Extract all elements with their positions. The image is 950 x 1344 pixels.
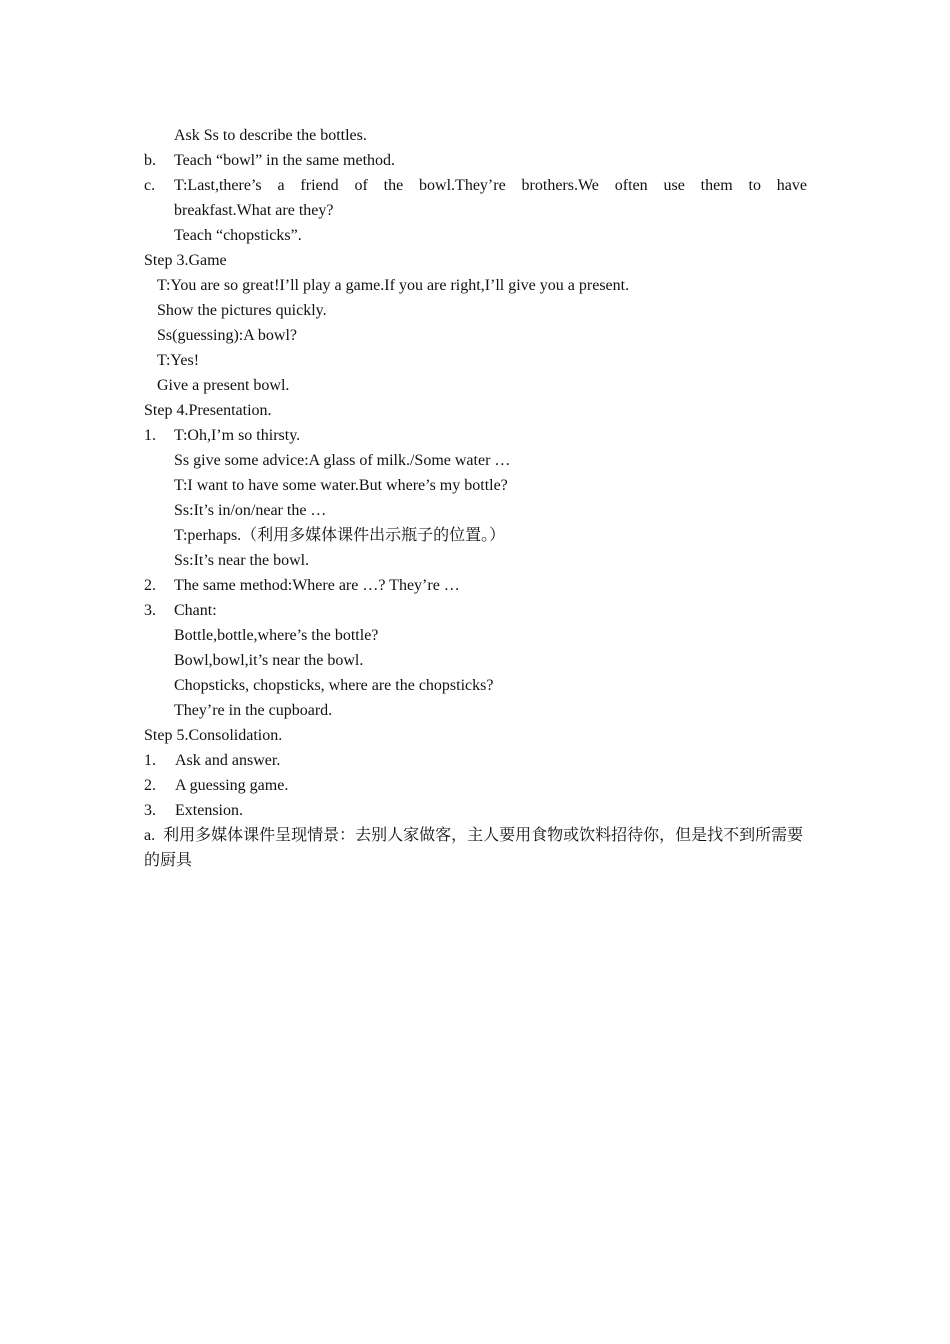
chant-line: Bowl,bowl,it’s near the bowl. — [174, 652, 364, 669]
list-label: c. — [144, 177, 156, 194]
text-line: Ss:It’s in/on/near the … — [174, 502, 327, 519]
list-item: 3. Chant: — [144, 598, 807, 623]
list-item: a. 利用多媒体课件呈现情景：去别人家做客，主人要用食物或饮料招待你，但是找不到所需要的厨具 — [144, 827, 804, 869]
list-item: 2. The same method:Where are …? They’re … — [144, 573, 807, 598]
list-item: 2. A guessing game. — [144, 773, 807, 798]
text-line: T:perhaps.（利用多媒体课件出示瓶子的位置。） — [174, 527, 506, 544]
text-line: Give a present bowl. — [157, 377, 290, 394]
list-label: b. — [144, 152, 156, 169]
text-line: Ask Ss to describe the bottles. — [174, 127, 367, 144]
list-label: 1. — [144, 427, 156, 444]
text-line: Teach “chopsticks”. — [174, 227, 302, 244]
list-item: c. T:Last,there’s a friend of the bowl.They’re brothers.We often use them to have — [144, 173, 807, 198]
list-label: 3. — [144, 602, 156, 619]
text-line: T:You are so great!I’ll play a game.If you are right,I’ll give you a present. — [157, 277, 630, 294]
list-item: 3. Extension. — [144, 798, 807, 823]
text-line: T:Yes! — [157, 352, 200, 369]
list-label: 2. — [144, 577, 156, 594]
section-heading: Step 3.Game — [144, 252, 227, 269]
section-heading: Step 4.Presentation. — [144, 402, 272, 419]
text-line: Show the pictures quickly. — [157, 302, 327, 319]
list-label: 1. — [144, 752, 156, 769]
list-label: 2. — [144, 777, 156, 794]
document-body — [144, 123, 807, 873]
text-line: Ss give some advice:A glass of milk./Some water … — [174, 452, 511, 469]
list-label: 3. — [144, 802, 156, 819]
list-label: a. — [144, 827, 156, 844]
text-line: Ss(guessing):A bowl? — [157, 327, 297, 344]
section-heading: Step 5.Consolidation. — [144, 727, 283, 744]
list-item: 1. T:Oh,I’m so thirsty. — [144, 423, 807, 448]
list-item: b. Teach “bowl” in the same method. — [144, 148, 807, 173]
chant-line: They’re in the cupboard. — [174, 702, 333, 719]
list-item: 1. Ask and answer. — [144, 748, 807, 773]
chant-line: Bottle,bottle,where’s the bottle? — [174, 627, 379, 644]
text-line: breakfast.What are they? — [174, 202, 334, 219]
chant-line: Chopsticks, chopsticks, where are the chopsticks? — [174, 677, 494, 694]
text-line: Ss:It’s near the bowl. — [174, 552, 310, 569]
text-line: T:I want to have some water.But where’s my bottle? — [174, 477, 508, 494]
